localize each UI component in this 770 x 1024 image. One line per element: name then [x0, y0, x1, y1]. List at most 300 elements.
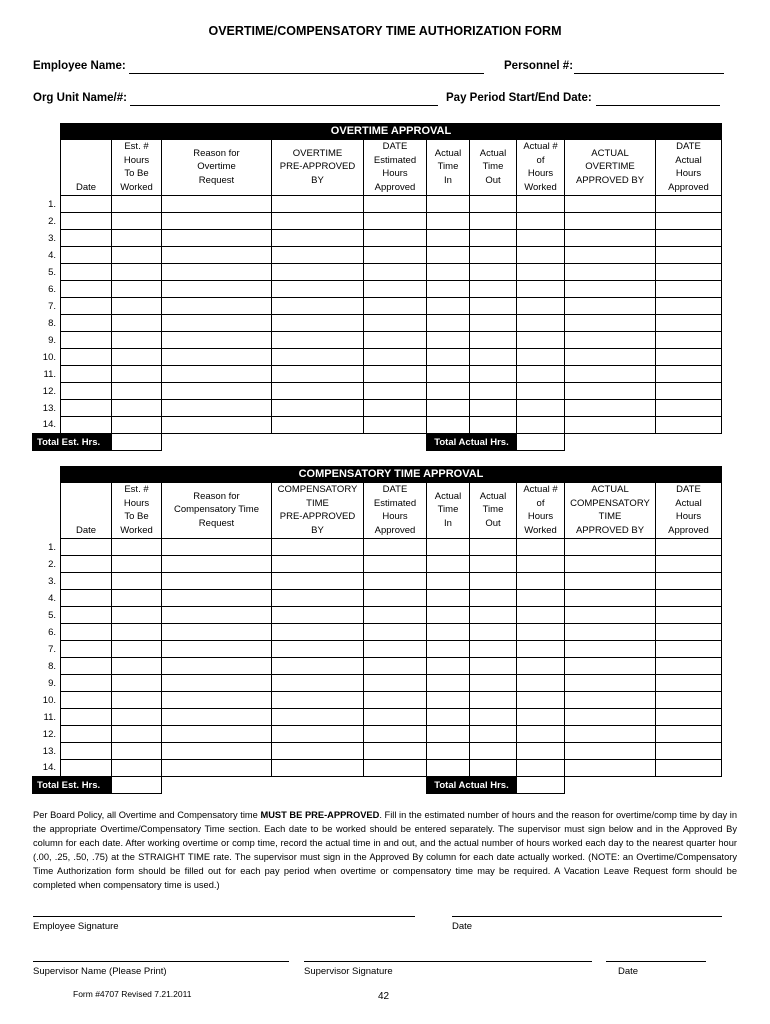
entry-cell[interactable] [427, 760, 470, 777]
entry-cell[interactable] [517, 590, 565, 607]
entry-cell[interactable] [565, 264, 656, 281]
entry-cell[interactable] [427, 607, 470, 624]
entry-cell[interactable] [112, 332, 162, 349]
entry-cell[interactable] [427, 332, 470, 349]
entry-cell[interactable] [470, 709, 517, 726]
entry-cell[interactable] [517, 726, 565, 743]
entry-cell[interactable] [565, 624, 656, 641]
entry-cell[interactable] [162, 230, 272, 247]
entry-cell[interactable] [656, 332, 722, 349]
entry-cell[interactable] [112, 709, 162, 726]
entry-cell[interactable] [656, 573, 722, 590]
entry-cell[interactable] [565, 641, 656, 658]
entry-cell[interactable] [364, 573, 427, 590]
entry-cell[interactable] [427, 692, 470, 709]
entry-cell[interactable] [565, 298, 656, 315]
entry-cell[interactable] [162, 641, 272, 658]
entry-cell[interactable] [162, 709, 272, 726]
entry-cell[interactable] [272, 366, 364, 383]
entry-cell[interactable] [427, 539, 470, 556]
entry-cell[interactable] [656, 658, 722, 675]
entry-cell[interactable] [162, 281, 272, 298]
entry-cell[interactable] [565, 247, 656, 264]
entry-cell[interactable] [470, 692, 517, 709]
entry-cell[interactable] [427, 573, 470, 590]
entry-cell[interactable] [162, 349, 272, 366]
entry-cell[interactable] [112, 607, 162, 624]
entry-cell[interactable] [364, 417, 427, 434]
entry-cell[interactable] [427, 743, 470, 760]
entry-cell[interactable] [112, 624, 162, 641]
entry-cell[interactable] [470, 573, 517, 590]
entry-cell[interactable] [61, 658, 112, 675]
entry-cell[interactable] [470, 726, 517, 743]
entry-cell[interactable] [656, 539, 722, 556]
entry-cell[interactable] [470, 624, 517, 641]
entry-cell[interactable] [272, 692, 364, 709]
employee-signature-line[interactable] [33, 916, 415, 917]
entry-cell[interactable] [272, 213, 364, 230]
entry-cell[interactable] [112, 417, 162, 434]
entry-cell[interactable] [656, 607, 722, 624]
entry-cell[interactable] [364, 400, 427, 417]
entry-cell[interactable] [162, 213, 272, 230]
entry-cell[interactable] [470, 213, 517, 230]
entry-cell[interactable] [61, 743, 112, 760]
entry-cell[interactable] [565, 607, 656, 624]
entry-cell[interactable] [112, 247, 162, 264]
entry-cell[interactable] [272, 400, 364, 417]
entry-cell[interactable] [656, 264, 722, 281]
entry-cell[interactable] [364, 383, 427, 400]
entry-cell[interactable] [565, 383, 656, 400]
entry-cell[interactable] [364, 213, 427, 230]
entry-cell[interactable] [272, 624, 364, 641]
entry-cell[interactable] [656, 641, 722, 658]
entry-cell[interactable] [272, 675, 364, 692]
entry-cell[interactable] [272, 743, 364, 760]
entry-cell[interactable] [517, 709, 565, 726]
entry-cell[interactable] [470, 247, 517, 264]
entry-cell[interactable] [272, 556, 364, 573]
entry-cell[interactable] [112, 213, 162, 230]
entry-cell[interactable] [162, 692, 272, 709]
entry-cell[interactable] [272, 264, 364, 281]
entry-cell[interactable] [470, 641, 517, 658]
table-row [33, 332, 722, 349]
entry-cell[interactable] [656, 675, 722, 692]
entry-cell[interactable] [112, 298, 162, 315]
entry-cell[interactable] [61, 264, 112, 281]
entry-cell[interactable] [162, 247, 272, 264]
entry-cell[interactable] [565, 315, 656, 332]
entry-cell[interactable] [470, 607, 517, 624]
entry-cell[interactable] [565, 332, 656, 349]
entry-cell[interactable] [517, 298, 565, 315]
entry-cell[interactable] [427, 315, 470, 332]
entry-cell[interactable] [427, 658, 470, 675]
entry-cell[interactable] [272, 281, 364, 298]
entry-cell[interactable] [565, 366, 656, 383]
entry-cell[interactable] [162, 590, 272, 607]
row-number: 5. [33, 264, 61, 281]
entry-cell[interactable] [517, 607, 565, 624]
entry-cell[interactable] [565, 760, 656, 777]
entry-cell[interactable] [517, 383, 565, 400]
entry-cell[interactable] [112, 281, 162, 298]
entry-cell[interactable] [470, 196, 517, 213]
entry-cell[interactable] [364, 281, 427, 298]
entry-cell[interactable] [61, 400, 112, 417]
entry-cell[interactable] [112, 675, 162, 692]
entry-cell[interactable] [272, 315, 364, 332]
entry-cell[interactable] [470, 743, 517, 760]
entry-cell[interactable] [517, 196, 565, 213]
entry-cell[interactable] [517, 573, 565, 590]
pay-period-field[interactable] [596, 105, 720, 106]
entry-cell[interactable] [656, 760, 722, 777]
entry-cell[interactable] [61, 298, 112, 315]
entry-cell[interactable] [470, 760, 517, 777]
entry-cell[interactable] [565, 709, 656, 726]
entry-cell[interactable] [427, 675, 470, 692]
entry-cell[interactable] [517, 349, 565, 366]
entry-cell[interactable] [112, 400, 162, 417]
entry-cell[interactable] [470, 590, 517, 607]
entry-cell[interactable] [517, 743, 565, 760]
entry-cell[interactable] [162, 539, 272, 556]
entry-cell[interactable] [61, 641, 112, 658]
entry-cell[interactable] [470, 281, 517, 298]
entry-cell[interactable] [517, 400, 565, 417]
entry-cell[interactable] [61, 539, 112, 556]
entry-cell[interactable] [112, 315, 162, 332]
entry-cell[interactable] [112, 692, 162, 709]
row-number: 5. [33, 607, 61, 624]
entry-cell[interactable] [656, 349, 722, 366]
entry-cell[interactable] [112, 658, 162, 675]
entry-cell[interactable] [162, 298, 272, 315]
entry-cell[interactable] [656, 692, 722, 709]
entry-cell[interactable] [565, 281, 656, 298]
entry-cell[interactable] [517, 332, 565, 349]
entry-cell[interactable] [272, 247, 364, 264]
entry-cell[interactable] [565, 658, 656, 675]
entry-cell[interactable] [61, 675, 112, 692]
entry-cell[interactable] [272, 417, 364, 434]
entry-cell[interactable] [162, 624, 272, 641]
personnel-field[interactable] [574, 73, 724, 74]
entry-cell[interactable] [656, 383, 722, 400]
entry-cell[interactable] [364, 709, 427, 726]
entry-cell[interactable] [112, 743, 162, 760]
entry-cell[interactable] [427, 213, 470, 230]
entry-cell[interactable] [565, 743, 656, 760]
entry-cell[interactable] [61, 417, 112, 434]
entry-cell[interactable] [656, 743, 722, 760]
entry-cell[interactable] [364, 366, 427, 383]
entry-cell[interactable] [364, 556, 427, 573]
entry-cell[interactable] [470, 230, 517, 247]
entry-cell[interactable] [470, 417, 517, 434]
entry-cell[interactable] [61, 607, 112, 624]
row-number: 12. [33, 383, 61, 400]
entry-cell[interactable] [656, 315, 722, 332]
entry-cell[interactable] [427, 281, 470, 298]
entry-cell[interactable] [162, 332, 272, 349]
entry-cell[interactable] [272, 332, 364, 349]
entry-cell[interactable] [364, 743, 427, 760]
entry-cell[interactable] [112, 264, 162, 281]
entry-cell[interactable] [656, 400, 722, 417]
entry-cell[interactable] [112, 726, 162, 743]
entry-cell[interactable] [364, 332, 427, 349]
entry-cell[interactable] [61, 281, 112, 298]
entry-cell[interactable] [517, 247, 565, 264]
entry-cell[interactable] [364, 692, 427, 709]
entry-cell[interactable] [364, 675, 427, 692]
entry-cell[interactable] [656, 230, 722, 247]
entry-cell[interactable] [470, 264, 517, 281]
entry-cell[interactable] [162, 196, 272, 213]
entry-cell[interactable] [61, 624, 112, 641]
entry-cell[interactable] [272, 573, 364, 590]
entry-cell[interactable] [61, 590, 112, 607]
entry-cell[interactable] [470, 539, 517, 556]
entry-cell[interactable] [470, 658, 517, 675]
entry-cell[interactable] [162, 417, 272, 434]
entry-cell[interactable] [517, 264, 565, 281]
entry-cell[interactable] [565, 675, 656, 692]
entry-cell[interactable] [517, 760, 565, 777]
entry-cell[interactable] [565, 196, 656, 213]
entry-cell[interactable] [162, 264, 272, 281]
entry-cell[interactable] [61, 349, 112, 366]
entry-cell[interactable] [656, 366, 722, 383]
entry-cell[interactable] [112, 539, 162, 556]
entry-cell[interactable] [656, 709, 722, 726]
entry-cell[interactable] [427, 383, 470, 400]
entry-cell[interactable] [470, 556, 517, 573]
entry-cell[interactable] [162, 675, 272, 692]
entry-cell[interactable] [61, 556, 112, 573]
entry-cell[interactable] [162, 556, 272, 573]
entry-cell[interactable] [61, 692, 112, 709]
entry-cell[interactable] [427, 400, 470, 417]
entry-cell[interactable] [112, 196, 162, 213]
entry-cell[interactable] [364, 247, 427, 264]
entry-cell[interactable] [565, 230, 656, 247]
entry-cell[interactable] [517, 315, 565, 332]
entry-cell[interactable] [427, 590, 470, 607]
entry-cell[interactable] [517, 641, 565, 658]
entry-cell[interactable] [470, 383, 517, 400]
entry-cell[interactable] [470, 366, 517, 383]
entry-cell[interactable] [112, 760, 162, 777]
entry-cell[interactable] [470, 315, 517, 332]
entry-cell[interactable] [427, 366, 470, 383]
entry-cell[interactable] [470, 332, 517, 349]
entry-cell[interactable] [272, 383, 364, 400]
entry-cell[interactable] [112, 590, 162, 607]
entry-cell[interactable] [656, 196, 722, 213]
entry-cell[interactable] [61, 709, 112, 726]
entry-cell[interactable] [517, 658, 565, 675]
entry-cell[interactable] [565, 213, 656, 230]
entry-cell[interactable] [162, 383, 272, 400]
entry-cell[interactable] [364, 624, 427, 641]
entry-cell[interactable] [272, 726, 364, 743]
col-date-estimated: DATE Estimated Hours Approved [364, 140, 427, 196]
entry-cell[interactable] [427, 196, 470, 213]
entry-cell[interactable] [162, 366, 272, 383]
entry-cell[interactable] [656, 417, 722, 434]
total-actual-hrs-cell[interactable] [517, 434, 565, 451]
supervisor-name-line[interactable] [33, 961, 289, 962]
entry-cell[interactable] [272, 607, 364, 624]
entry-cell[interactable] [470, 349, 517, 366]
entry-cell[interactable] [364, 539, 427, 556]
total-actual-hrs-cell[interactable] [517, 777, 565, 794]
entry-cell[interactable] [427, 641, 470, 658]
total-est-hrs-label: Total Est. Hrs. [33, 434, 112, 451]
org-unit-field[interactable] [130, 105, 438, 106]
entry-cell[interactable] [364, 315, 427, 332]
entry-cell[interactable] [272, 658, 364, 675]
entry-cell[interactable] [656, 213, 722, 230]
entry-cell[interactable] [470, 400, 517, 417]
entry-cell[interactable] [656, 281, 722, 298]
entry-cell[interactable] [427, 726, 470, 743]
entry-cell[interactable] [656, 590, 722, 607]
entry-cell[interactable] [61, 383, 112, 400]
entry-cell[interactable] [364, 590, 427, 607]
entry-cell[interactable] [427, 264, 470, 281]
entry-cell[interactable] [61, 332, 112, 349]
entry-cell[interactable] [61, 196, 112, 213]
entry-cell[interactable] [565, 590, 656, 607]
entry-cell[interactable] [112, 556, 162, 573]
entry-cell[interactable] [112, 349, 162, 366]
entry-cell[interactable] [272, 196, 364, 213]
entry-cell[interactable] [364, 264, 427, 281]
entry-cell[interactable] [364, 349, 427, 366]
entry-cell[interactable] [272, 230, 364, 247]
entry-cell[interactable] [565, 573, 656, 590]
total-est-hrs-cell[interactable] [112, 777, 162, 794]
entry-cell[interactable] [517, 675, 565, 692]
entry-cell[interactable] [517, 281, 565, 298]
entry-cell[interactable] [162, 607, 272, 624]
entry-cell[interactable] [565, 726, 656, 743]
entry-cell[interactable] [517, 366, 565, 383]
entry-cell[interactable] [162, 658, 272, 675]
entry-cell[interactable] [427, 298, 470, 315]
entry-cell[interactable] [61, 366, 112, 383]
entry-cell[interactable] [61, 247, 112, 264]
entry-cell[interactable] [162, 573, 272, 590]
entry-cell[interactable] [565, 692, 656, 709]
entry-cell[interactable] [565, 556, 656, 573]
employee-date-line[interactable] [452, 916, 722, 917]
entry-cell[interactable] [364, 760, 427, 777]
entry-cell[interactable] [427, 247, 470, 264]
entry-cell[interactable] [565, 349, 656, 366]
entry-cell[interactable] [162, 400, 272, 417]
entry-cell[interactable] [427, 709, 470, 726]
entry-cell[interactable] [61, 213, 112, 230]
entry-cell[interactable] [656, 624, 722, 641]
entry-cell[interactable] [565, 539, 656, 556]
entry-cell[interactable] [656, 556, 722, 573]
entry-cell[interactable] [517, 417, 565, 434]
entry-cell[interactable] [61, 315, 112, 332]
entry-cell[interactable] [112, 641, 162, 658]
supervisor-date-line[interactable] [606, 961, 706, 962]
entry-cell[interactable] [162, 743, 272, 760]
entry-cell[interactable] [427, 556, 470, 573]
entry-cell[interactable] [517, 556, 565, 573]
entry-cell[interactable] [364, 641, 427, 658]
entry-cell[interactable] [112, 573, 162, 590]
entry-cell[interactable] [517, 692, 565, 709]
entry-cell[interactable] [272, 590, 364, 607]
entry-cell[interactable] [61, 573, 112, 590]
entry-cell[interactable] [61, 760, 112, 777]
entry-cell[interactable] [427, 624, 470, 641]
entry-cell[interactable] [565, 400, 656, 417]
entry-cell[interactable] [272, 298, 364, 315]
entry-cell[interactable] [364, 196, 427, 213]
supervisor-signature-line[interactable] [304, 961, 592, 962]
entry-cell[interactable] [427, 417, 470, 434]
entry-cell[interactable] [272, 641, 364, 658]
entry-cell[interactable] [162, 315, 272, 332]
entry-cell[interactable] [112, 366, 162, 383]
entry-cell[interactable] [364, 658, 427, 675]
entry-cell[interactable] [427, 230, 470, 247]
entry-cell[interactable] [272, 349, 364, 366]
entry-cell[interactable] [272, 709, 364, 726]
entry-cell[interactable] [517, 624, 565, 641]
entry-cell[interactable] [517, 230, 565, 247]
entry-cell[interactable] [470, 675, 517, 692]
entry-cell[interactable] [470, 298, 517, 315]
entry-cell[interactable] [112, 230, 162, 247]
entry-cell[interactable] [364, 607, 427, 624]
entry-cell[interactable] [364, 298, 427, 315]
entry-cell[interactable] [517, 213, 565, 230]
entry-cell[interactable] [112, 383, 162, 400]
row-number: 10. [33, 692, 61, 709]
entry-cell[interactable] [364, 726, 427, 743]
total-est-hrs-cell[interactable] [112, 434, 162, 451]
entry-cell[interactable] [517, 539, 565, 556]
entry-cell[interactable] [61, 726, 112, 743]
entry-cell[interactable] [427, 349, 470, 366]
entry-cell[interactable] [656, 298, 722, 315]
entry-cell[interactable] [565, 417, 656, 434]
entry-cell[interactable] [656, 247, 722, 264]
entry-cell[interactable] [162, 726, 272, 743]
entry-cell[interactable] [656, 726, 722, 743]
entry-cell[interactable] [272, 539, 364, 556]
entry-cell[interactable] [364, 230, 427, 247]
employee-name-field[interactable] [129, 73, 484, 74]
entry-cell[interactable] [61, 230, 112, 247]
entry-cell[interactable] [272, 760, 364, 777]
entry-cell[interactable] [162, 760, 272, 777]
